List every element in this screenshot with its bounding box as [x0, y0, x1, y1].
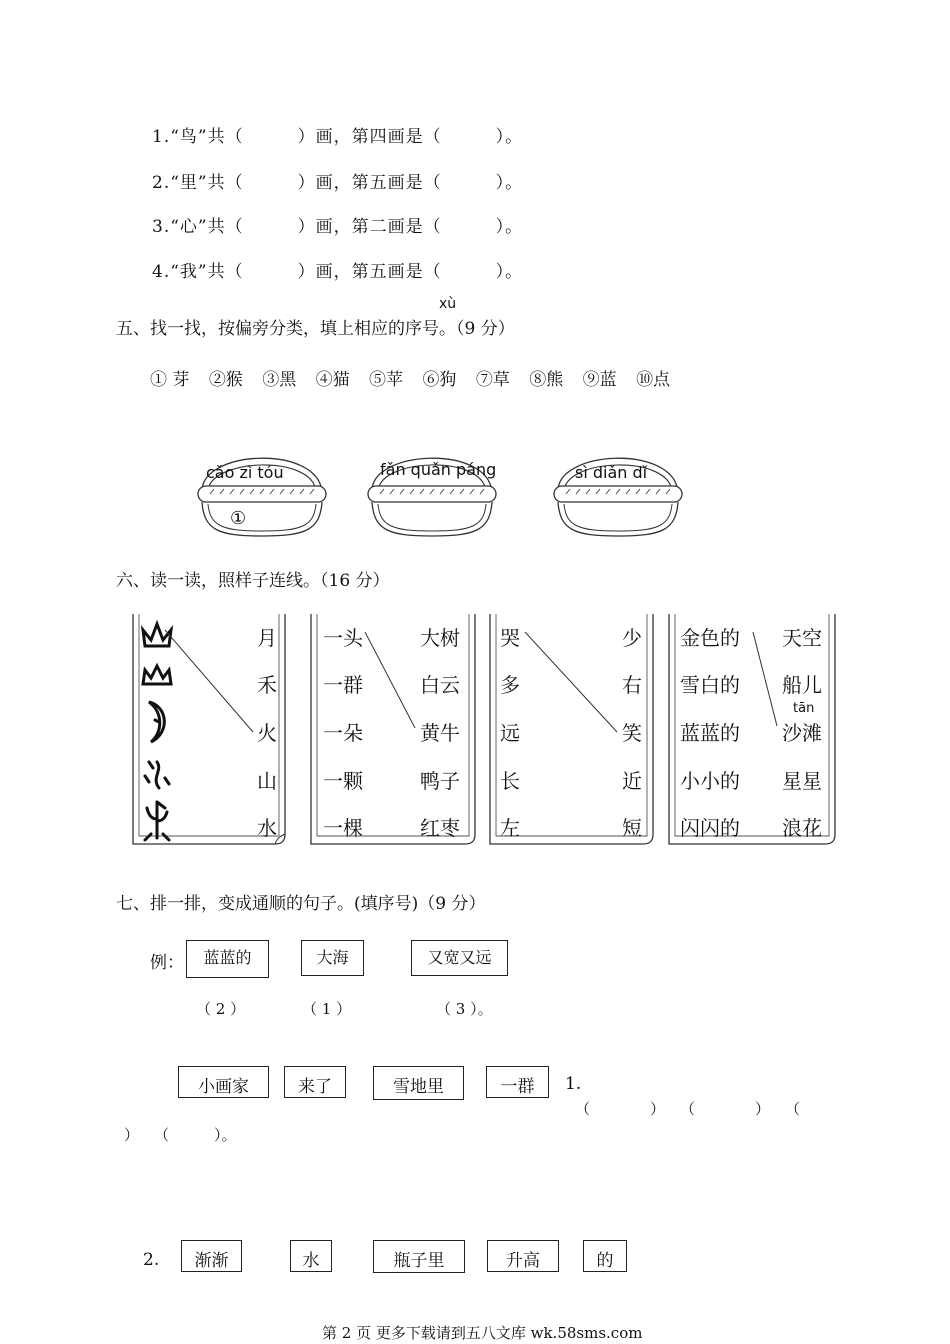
pictograph-moon-icon: [149, 702, 164, 742]
stroke-question-2: 2.“里”共（ ）画，第五画是（ ）。: [152, 173, 524, 193]
card1-item: 水: [257, 816, 277, 840]
stroke-question-3: 3.“心”共（ ）画，第二画是（ ）。: [152, 217, 524, 237]
card2-right-item: 黄牛: [420, 721, 460, 745]
example-label: 例：: [150, 953, 184, 973]
card2-right-item: 大树: [420, 626, 460, 650]
basket-label-3: sì diǎn dǐ: [575, 463, 648, 482]
option: ① 芽: [150, 370, 190, 390]
section5-title: 五、找一找，按偏旁分类，填上相应的序号。（9 分）: [116, 319, 515, 339]
example-answer: （ 1 ）: [302, 1000, 352, 1018]
option: ③黑: [262, 370, 297, 390]
q1-answer-line1: （ ） （ ） （: [575, 1100, 801, 1118]
card2-right-item: 白云: [420, 673, 460, 697]
example-line-card4: [753, 632, 777, 726]
stroke-question-1: 1.“鸟”共（ ）画，第四画是（ ）。: [152, 127, 524, 147]
basket-label-1: cǎo zì tóu: [206, 463, 284, 482]
card4-right-item: 浪花: [782, 816, 822, 840]
section7-title: 七、排一排，变成通顺的句子。(填序号)（9 分）: [116, 894, 486, 914]
example-line-card3: [525, 632, 617, 732]
pinyin-tan: tān: [793, 701, 815, 716]
card4-left-item: 小小的: [680, 769, 740, 793]
q1-answer-line2: ） （ ）。: [124, 1126, 237, 1144]
card3-right-item: 右: [622, 673, 642, 697]
option: ④猫: [315, 370, 350, 390]
q1-word-box: 雪地里: [373, 1066, 464, 1100]
card4-left-item: 闪闪的: [680, 816, 740, 840]
page-footer: 第 2 页 更多下载请到五八文库 wk.58sms.com: [322, 1324, 643, 1342]
option: ⑩点: [636, 370, 671, 390]
card3-left-item: 哭: [500, 626, 520, 650]
example-line-card2: [365, 632, 415, 728]
card4-left-item: 蓝蓝的: [680, 721, 740, 745]
card1-item: 禾: [257, 673, 277, 697]
card2-right-item: 鸭子: [420, 769, 460, 793]
card3-right-item: 近: [622, 769, 642, 793]
card4-left-item: 雪白的: [680, 673, 740, 697]
pinyin-xu: xù: [439, 296, 457, 312]
q2-word-box: 水: [290, 1240, 332, 1272]
q1-word-box: 来了: [284, 1066, 346, 1098]
card4-right-item: 沙滩: [782, 721, 822, 745]
card3-right-item: 笑: [622, 721, 642, 745]
card3-left-item: 多: [500, 673, 520, 697]
card2-left-item: 一颗: [323, 769, 363, 793]
pictograph-fire-icon: [143, 624, 171, 646]
section5-options: [150, 365, 684, 390]
pictograph-water-icon: [145, 762, 169, 788]
card1-item: 月: [257, 626, 277, 650]
q2-number: 2.: [143, 1250, 160, 1270]
card3-left-item: 长: [500, 769, 520, 793]
basket1-answer: ①: [230, 508, 247, 529]
option: ⑧熊: [529, 370, 564, 390]
card2-right-item: 红枣: [420, 816, 460, 840]
section6-title: 六、读一读，照样子连线。（16 分）: [116, 571, 390, 591]
example-answer: （ 3 ）。: [436, 1000, 493, 1018]
q1-word-box: 一群: [486, 1066, 549, 1098]
q2-word-box: 瓶子里: [373, 1240, 465, 1273]
card4-left-item: 金色的: [680, 626, 740, 650]
card2-left-item: 一群: [323, 673, 363, 697]
card4-right-item: 星星: [782, 769, 822, 793]
q1-number: 1.: [565, 1074, 582, 1094]
q2-word-box: 的: [583, 1240, 627, 1272]
option: ②猴: [208, 370, 243, 390]
basket-illustrations: [190, 440, 690, 550]
card2-left-item: 一棵: [323, 816, 363, 840]
q2-word-box: 渐渐: [181, 1240, 242, 1272]
option: ⑥狗: [422, 370, 457, 390]
example-answer: （ 2 ）: [196, 1000, 246, 1018]
example-word-box: 大海: [301, 940, 364, 976]
example-word-box: 又宽又远: [411, 940, 508, 976]
card1-item: 火: [257, 721, 277, 745]
q1-word-box: 小画家: [178, 1066, 269, 1098]
option: ⑤苹: [369, 370, 404, 390]
card3-right-item: 短: [622, 816, 642, 840]
card4-right-item: 天空: [782, 626, 822, 650]
option: ⑦草: [475, 370, 510, 390]
example-word-box: 蓝蓝的: [186, 940, 269, 978]
option: ⑨蓝: [582, 370, 617, 390]
card2-left-item: 一头: [323, 626, 363, 650]
stroke-question-4: 4.“我”共（ ）画，第五画是（ ）。: [152, 262, 524, 282]
example-line-card1: [165, 630, 253, 732]
card3-left-item: 左: [500, 816, 520, 840]
card3-left-item: 远: [500, 721, 520, 745]
card1-item: 山: [257, 769, 277, 793]
q2-word-box: 升高: [487, 1240, 559, 1272]
pictograph-grain-icon: [145, 802, 169, 840]
card3-right-item: 少: [622, 626, 642, 650]
pictograph-mountain-icon: [143, 666, 171, 684]
card2-left-item: 一朵: [323, 721, 363, 745]
card4-right-item: 船儿: [782, 673, 822, 697]
basket-label-2: fǎn quǎn páng: [380, 460, 497, 479]
